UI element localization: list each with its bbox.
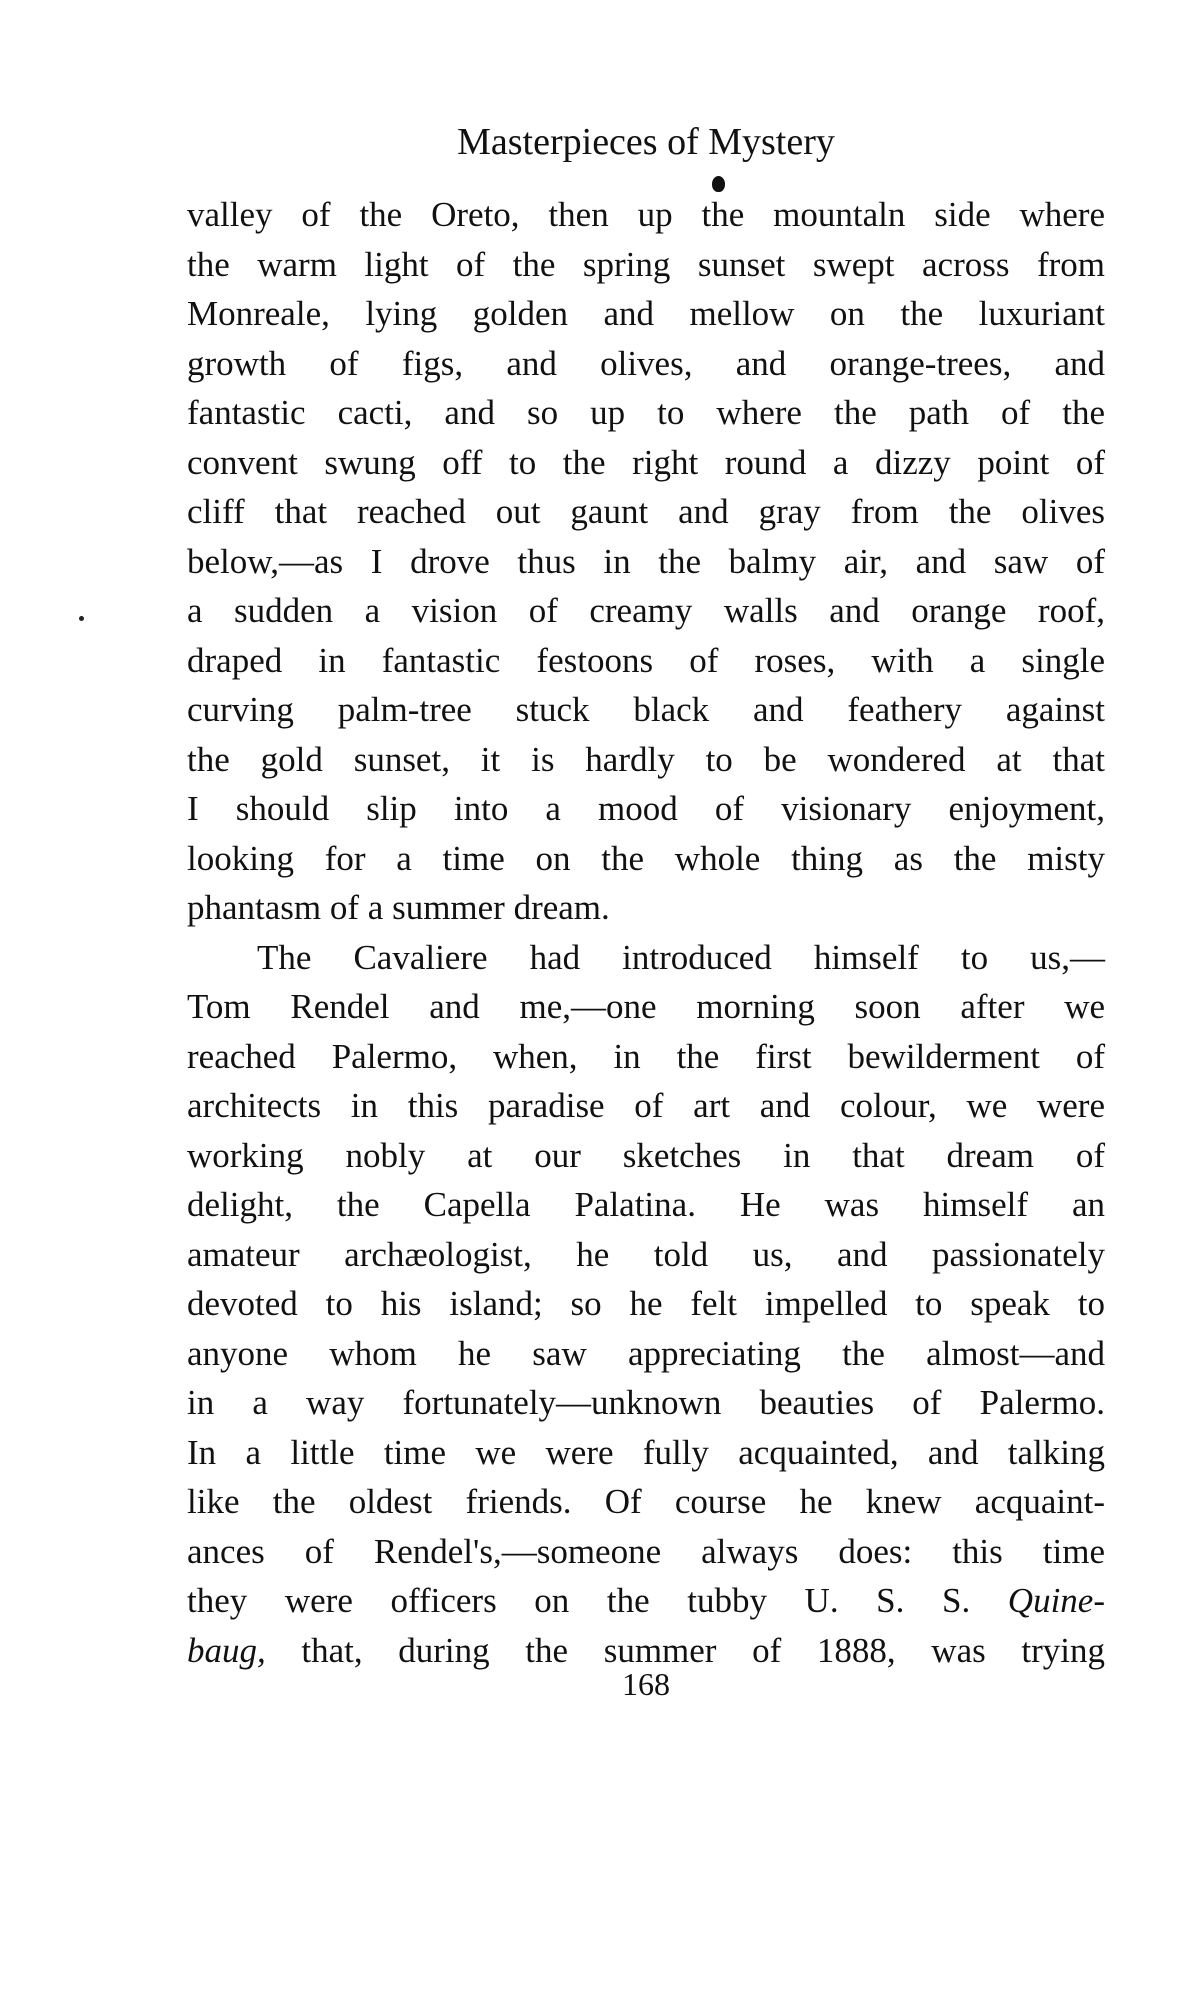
text-line: a sudden a vision of creamy walls and orange roof,: [187, 591, 1105, 630]
text-line: draped in fantastic festoons of roses, with a single: [187, 640, 1105, 680]
text-line: looking for a time on the whole thing as the misty: [187, 838, 1105, 878]
text-line: cliff that reached out gaunt and gray from the olives: [187, 492, 1105, 531]
text-line: the gold sunset, it is hardly to be wondered at that: [187, 739, 1105, 779]
paragraph-start-line: The Cavaliere had introduced himself to us,—: [257, 937, 1105, 977]
text-line: architects in this paradise of art and colour, we were: [187, 1086, 1105, 1125]
text-line: delight, the Capella Palatina. He was himself an: [187, 1185, 1105, 1224]
line-text: they were officers on the tubby U. S. S.: [187, 1581, 971, 1620]
text-line: Monreale, lying golden and mellow on the luxuriant: [187, 294, 1105, 333]
text-line-with-ship-name: [187, 1576, 1105, 1626]
paragraph-end-line: phantasm of a summer dream.: [187, 888, 610, 927]
text-line: below,—as I drove thus in the balmy air, and saw of: [187, 541, 1105, 581]
text-line: devoted to his island; so he felt impelled to speak to: [187, 1284, 1105, 1323]
text-line: anyone whom he saw appreciating the almost—and: [187, 1333, 1105, 1373]
text-line: reached Palermo, when, in the first bewilderment of: [187, 1036, 1105, 1076]
text-line: In a little time we were fully acquainted, and talking: [187, 1432, 1105, 1472]
text-line: ances of Rendel's,—someone always does: this time: [187, 1531, 1105, 1571]
ship-name-part1: Quine-: [1007, 1581, 1105, 1620]
line-text: that, during the summer of 1888, was trying: [265, 1630, 1105, 1670]
text-line: convent swung off to the right round a dizzy point of: [187, 442, 1105, 482]
text-line: amateur archæologist, he told us, and passionately: [187, 1234, 1105, 1274]
text-line: like the oldest friends. Of course he knew acquaint-: [187, 1482, 1105, 1521]
text-line: the warm light of the spring sunset swept across from: [187, 244, 1105, 284]
text-line: in a way fortunately—unknown beauties of Palermo.: [187, 1383, 1105, 1422]
page-number: 168: [622, 1666, 670, 1702]
running-head: Masterpieces of Mystery: [457, 121, 835, 163]
text-line: growth of figs, and olives, and orange-trees, and: [187, 343, 1105, 383]
text-line: working nobly at our sketches in that dream of: [187, 1135, 1105, 1175]
stray-ink-dot: [79, 616, 84, 621]
text-line: fantastic cacti, and so up to where the path of the: [187, 393, 1105, 432]
text-line: Tom Rendel and me,—one morning soon after we: [187, 987, 1105, 1026]
text-line: curving palm-tree stuck black and feathery against: [187, 690, 1105, 729]
text-line: I should slip into a mood of visionary enjoyment,: [187, 789, 1105, 828]
body-text: [187, 190, 1105, 1675]
ship-name-part2: baug,: [187, 1630, 266, 1670]
text-line: valley of the Oreto, then up the mountaln side where: [187, 195, 1105, 234]
